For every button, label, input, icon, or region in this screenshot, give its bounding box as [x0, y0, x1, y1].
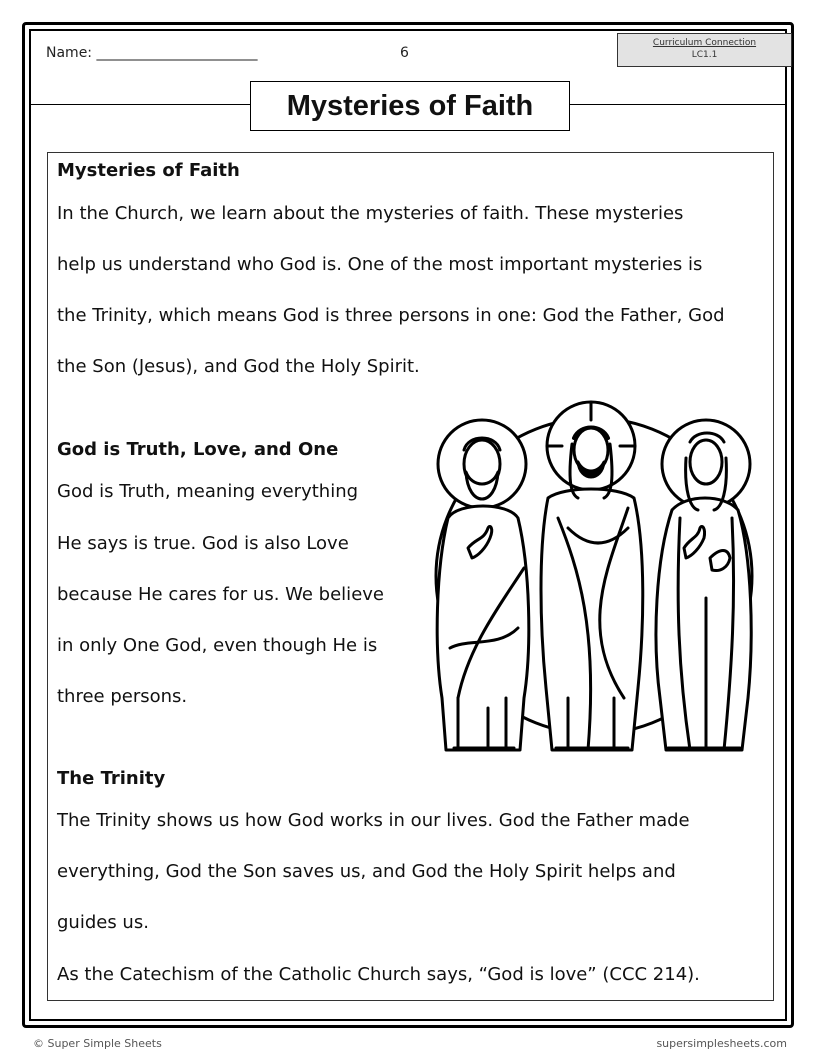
- paragraph-line: the Trinity, which means God is three persons in one: God the Father, God: [57, 305, 725, 326]
- curriculum-connection-box: [617, 33, 792, 67]
- paragraph-line: because He cares for us. We believe: [57, 584, 384, 605]
- section-heading-mysteries: Mysteries of Faith: [57, 160, 240, 181]
- paragraph-line: in only One God, even though He is: [57, 635, 378, 656]
- name-field: Name: _______________________: [46, 45, 258, 61]
- trinity-illustration: [428, 398, 760, 756]
- page-title: Mysteries of Faith: [286, 90, 534, 122]
- paragraph-line: The Trinity shows us how God works in our lives. God the Father made: [57, 810, 690, 831]
- paragraph-line: everything, God the Son saves us, and God the Holy Spirit helps and: [57, 861, 676, 882]
- center-figure: [541, 428, 643, 751]
- paragraph-line: guides us.: [57, 912, 149, 933]
- paragraph-line: He says is true. God is also Love: [57, 533, 349, 554]
- footer-website-link[interactable]: supersimplesheets.com: [656, 1037, 787, 1050]
- footer-copyright: © Super Simple Sheets: [33, 1037, 162, 1050]
- section-heading-truth-love-one: God is Truth, Love, and One: [57, 439, 339, 460]
- curriculum-code: LC1.1: [691, 50, 718, 60]
- paragraph-line: In the Church, we learn about the mysteries of faith. These mysteries: [57, 203, 684, 224]
- page-number: 6: [400, 45, 409, 61]
- paragraph-line: help us understand who God is. One of the most important mysteries is: [57, 254, 703, 275]
- catechism-quote: As the Catechism of the Catholic Church says, “God is love” (CCC 214).: [57, 964, 700, 985]
- curriculum-connection-title: Curriculum Connection: [652, 38, 757, 48]
- section-heading-trinity: The Trinity: [57, 768, 166, 789]
- page-title-box: [250, 81, 570, 131]
- paragraph-line: the Son (Jesus), and God the Holy Spirit.: [57, 356, 420, 377]
- paragraph-line: God is Truth, meaning everything: [57, 481, 359, 502]
- paragraph-line: three persons.: [57, 686, 188, 707]
